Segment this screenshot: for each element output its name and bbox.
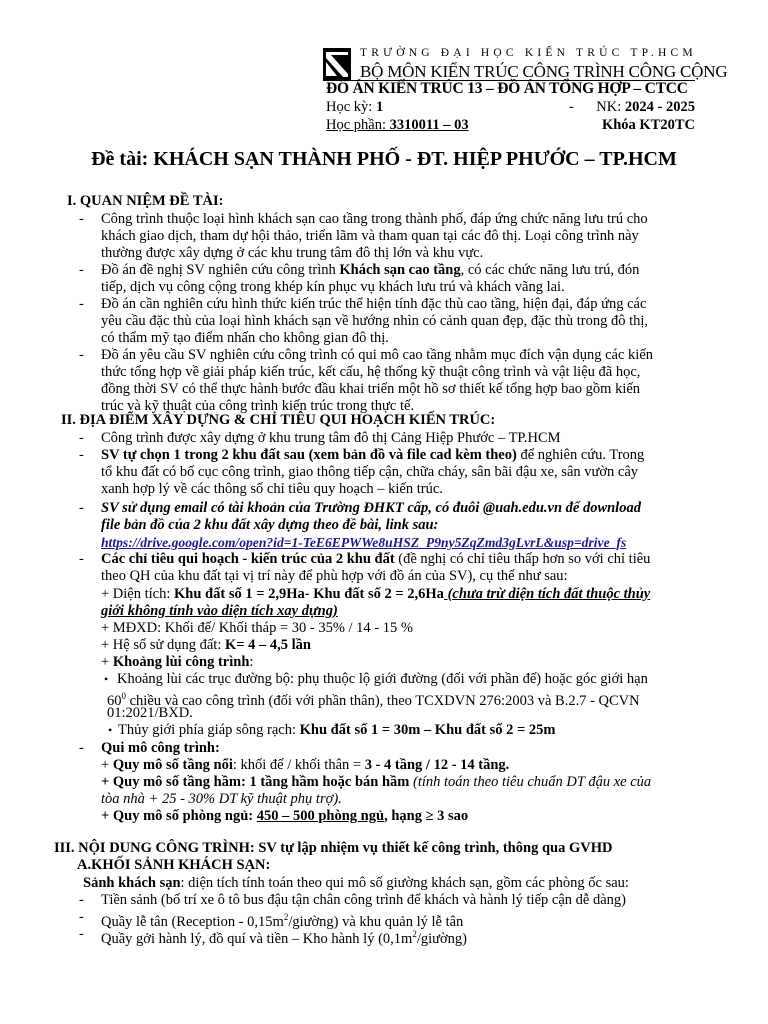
semester-row [326,99,695,116]
text-line: + Quy mô số phòng ngủ: 450 – 500 phòng ngủ, hạng ≥ 3 sao [101,808,469,824]
text-line: tòa nhà + 25 - 30% DT kỹ thuật phụ trợ). [101,791,342,807]
text-line: + Hệ số sử dụng đất: K= 4 – 4,5 lần [101,637,311,653]
text-line: giới không tính vào diện tích xay dựng) [101,603,338,619]
text-line: Các chỉ tiêu qui hoạch - kiến trúc của 2 khu đất (đề nghị có chỉ tiêu thấp hơn so với chỉ tiêu [101,551,651,567]
text-line: + Khoảng lùi công trình: [101,654,254,670]
bullet-dash: - [79,347,84,363]
text-line: Quầy gởi hành lý, đồ quí và tiền – Kho hành lý $(0,1m^2/giường)$ [101,929,467,947]
text-line: + Quy mô số tầng hầm: 1 tầng hầm hoặc bán hầm (tính toán theo tiêu chuẩn DT đậu xe của [101,774,652,790]
page-title: Đề tài: KHÁCH SẠN THÀNH PHỐ - ĐT. HIỆP PHƯỚC – TP.HCM [91,148,677,170]
section-3-heading: III. NỘI DUNG CÔNG TRÌNH: SV tự lập nhiệm vụ thiết kế công trình, thông qua GVHD [54,840,613,856]
text-line: + Diện tích: Khu đất số 1 = 2,9Ha- Khu đất số 2 = 2,6Ha (chưa trừ diện tích đất thuộc thủy [101,586,651,602]
text-line: $60^0$ chiều và cao công trình (đối với phần thân), theo TCXDVN 276:2003 và B.2.7 - QCVN [107,691,640,709]
project-title: ĐỒ ÁN KIẾN TRÚC 13 – ĐỒ ÁN TỔNG HỢP – CTCC [326,80,688,97]
text-line: tiếp, dịch vụ công cộng trong khép kín phục vụ khách lưu trú và khách vãng lai. [101,279,565,295]
text-line: SV tự chọn 1 trong 2 khu đất sau (xem bản đồ và file cad kèm theo) để nghiên cứu. Trong [101,447,645,463]
text-line: Quầy lễ tân (Reception - $0,15m^2/giường$) và khu quản lý lễ tân [101,912,464,930]
text-line: Công trình được xây dựng ở khu trung tâm đô thị Cảng Hiệp Phước – TP.HCM [101,430,561,446]
semester-label: Học kỳ: [326,99,376,115]
text-line: khách giao dịch, tham dự hội thảo, triển lãm và tham quan tại các đô thị. Loại công trình này [101,228,639,244]
bullet-dot: • [104,672,109,686]
bullet-dash: - [79,262,84,278]
text-line: Khoảng lùi các trục đường bộ: phụ thuộc lộ giới đường (đối với phần đế) hoặc góc giới hạn [117,671,648,687]
school-name: TRƯỜNG ĐẠI HỌC KIẾN TRÚC TP.HCM [360,47,697,59]
bullet-dash: - [79,740,84,756]
course-value: 3310011 – 03 [389,117,469,133]
bullet-dash: - [79,551,84,567]
text-line: có thẩm mỹ tạo điểm nhấn cho không gian đô thị. [101,330,389,346]
text-line: Tiền sảnh (bố trí xe ô tô bus đậu tận chân công trình để khách và hành lý tiếp cận dễ dàng) [101,892,626,908]
text-line: theo QH của khu đất tại vị trí này để phù hợp với đồ án của SV), cụ thể như sau: [101,568,568,584]
bullet-dash: - [79,430,84,446]
bullet-dash: - [79,500,84,516]
text-line: Đồ án cần nghiên cứu hình thức kiến trúc thể hiện tính đặc thù cao tầng, hiện đại, đáp ứng các [101,296,647,312]
text-line: + MĐXD: Khối đế/ Khối tháp = 30 - 35% / 14 - 15 % [101,620,413,636]
cohort: Khóa KT20TC [601,117,695,133]
section-3-subheading: A.KHỐI SẢNH KHÁCH SẠN: [77,857,271,873]
text-line: Công trình thuộc loại hình khách sạn cao tầng trong thành phố, đáp ứng chức năng lưu trú cho [101,211,648,227]
text-line: đồng thời SV có thể thực hành bước đầu khai triển một hồ sơ thiết kế tổng hợp bao gồm kiến [101,381,641,397]
bullet-dash: - [79,892,84,908]
year-value: 2024 - 2025 [624,99,695,115]
text-line: SV sử dụng email có tài khoản của Trường ĐHKT cấp, có đuôi @uah.edu.vn để download [101,500,641,516]
bullet-dash: - [79,909,84,925]
drive-link[interactable]: https://drive.google.com/open?id=1-TeE6EPWWe8uHSZ_P9ny5ZqZmd3gLvrL&usp=drive_fs [101,535,627,550]
text-line: Thủy giới phía giáp sông rạch: Khu đất số 1 = 30m – Khu đất số 2 = 25m [118,722,556,738]
bullet-dash: - [79,447,84,463]
text-line: thường được xây dựng ở các khu trung tâm đô thị lớn và khu vực. [101,245,484,261]
text-line: trúc và kỹ thuật của công trình kiến trúc trong thực tế. [101,398,415,414]
year-separator: - [569,99,574,115]
bullet-dot: • [108,723,113,737]
department-name: BỘ MÔN KIẾN TRÚC CÔNG TRÌNH CÔNG CỘNG [360,62,728,81]
bullet-dash: - [79,296,84,312]
text-line: thức tổng hợp về giải pháp kiến trúc, kết cấu, hệ thống kỹ thuật công trình và vật liệu đã học, [101,364,641,380]
text-line: yêu cầu đặc thù của loại hình khách sạn về hướng nhìn có cảnh quan đẹp, đặc thù trong đô thị, [101,313,649,329]
text-line: Qui mô công trình: [101,740,220,756]
bullet-dash: - [79,211,84,227]
text-line: + Quy mô số tầng nổi: khối đế / khối thân = 3 - 4 tầng / 12 - 14 tầng. [101,757,510,773]
text-line: tổ khu đất có bố cục công trình, giao thông tiếp cận, chữa cháy, sân bãi đậu xe, sân vườn cây [101,464,639,480]
bullet-dash: - [79,926,84,942]
section-1-heading: I. QUAN NIỆM ĐỀ TÀI: [67,193,224,209]
school-logo-icon [323,48,351,80]
text-line: Đồ án đề nghị SV nghiên cứu công trình Khách sạn cao tầng, có các chức năng lưu trú, đón [101,262,640,278]
text-line: 01:2021/BXD. [107,705,193,721]
text-line: Sảnh khách sạn: diện tích tính toán theo qui mô số giường khách sạn, gồm các phòng ốc sau: [83,875,629,891]
section-2-heading: II. ĐỊA ĐIỂM XÂY DỰNG & CHỈ TIÊU QUI HOẠCH KIẾN TRÚC: [61,412,496,428]
year-label: NK: [596,99,625,115]
text-line: xanh hợp lý về các thông số chỉ tiêu quy hoạch – kiến trúc. [101,481,443,497]
text-line: Đồ án yêu cầu SV nghiên cứu công trình có qui mô cao tầng nhằm mục đích vận dụng các kiến [101,347,653,363]
text-line: file bản đồ của 2 khu đất xây dựng theo đề bài, link sau: [101,517,439,533]
course-label: Học phần: [326,117,390,133]
course-row [326,117,695,134]
semester-value: 1 [375,99,384,115]
